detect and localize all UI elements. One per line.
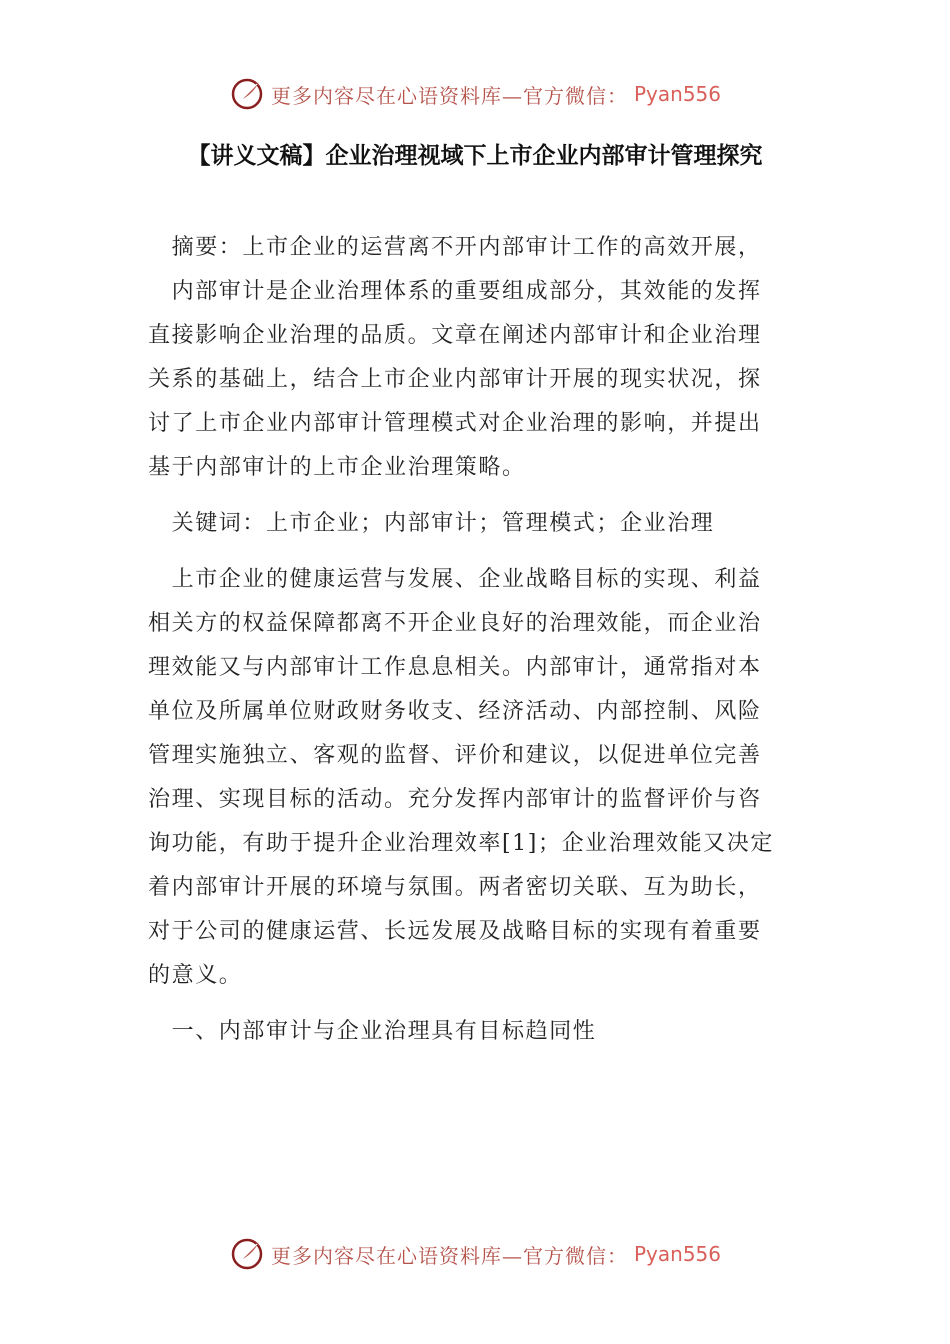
section-heading-text: 一、内部审计与企业治理具有目标趋同性	[148, 1019, 597, 1044]
body-line: 询功能，有助于提升企业治理效率[1]；企业治理效能又决定	[148, 831, 774, 856]
feather-circle-logo-icon	[229, 76, 265, 112]
body-line: 上市企业的健康运营与发展、企业战略目标的实现、利益	[148, 567, 762, 592]
body-line: 的意义。	[148, 963, 243, 988]
header-watermark	[0, 72, 950, 116]
body-line: 管理实施独立、客观的监督、评价和建议，以促进单位完善	[148, 743, 762, 768]
body-line: 对于公司的健康运营、长远发展及战略目标的实现有着重要	[148, 919, 762, 944]
abstract-paragraph	[148, 226, 808, 490]
banner-text: 更多内容尽在心语资料库—官方微信：	[270, 83, 628, 108]
keywords-paragraph	[148, 502, 808, 546]
body-line: 相关方的权益保障都离不开企业良好的治理效能，而企业治	[148, 611, 762, 636]
body-line: 理效能又与内部审计工作息息相关。内部审计，通常指对本	[148, 655, 762, 680]
abstract-line: 讨了上市企业内部审计管理模式对企业治理的影响，并提出	[148, 411, 762, 436]
feather-circle-logo-icon	[229, 1236, 265, 1272]
banner-wechat: Pyan556	[633, 1242, 721, 1266]
abstract-line: 直接影响企业治理的品质。文章在阐述内部审计和企业治理	[148, 323, 762, 348]
section-heading	[148, 1010, 808, 1054]
body-line: 着内部审计开展的环境与氛围。两者密切关联、互为助长，	[148, 875, 762, 900]
abstract-line: 基于内部审计的上市企业治理策略。	[148, 455, 526, 480]
keywords-line: 关键词：上市企业；内部审计；管理模式；企业治理	[148, 511, 715, 536]
banner-wechat: Pyan556	[633, 82, 721, 106]
document-title: 【讲义文稿】企业治理视域下上市企业内部审计管理探究	[187, 143, 763, 169]
abstract-line: 内部审计是企业治理体系的重要组成部分，其效能的发挥	[148, 279, 762, 304]
banner-text: 更多内容尽在心语资料库—官方微信：	[270, 1243, 628, 1268]
abstract-line: 关系的基础上，结合上市企业内部审计开展的现实状况，探	[148, 367, 762, 392]
footer-watermark	[0, 1232, 950, 1276]
body-line: 治理、实现目标的活动。充分发挥内部审计的监督评价与咨	[148, 787, 762, 812]
body-line: 单位及所属单位财政财务收支、经济活动、内部控制、风险	[148, 699, 762, 724]
body-paragraph	[148, 558, 808, 998]
abstract-line: 摘要：上市企业的运营离不开内部审计工作的高效开展，	[148, 235, 762, 260]
